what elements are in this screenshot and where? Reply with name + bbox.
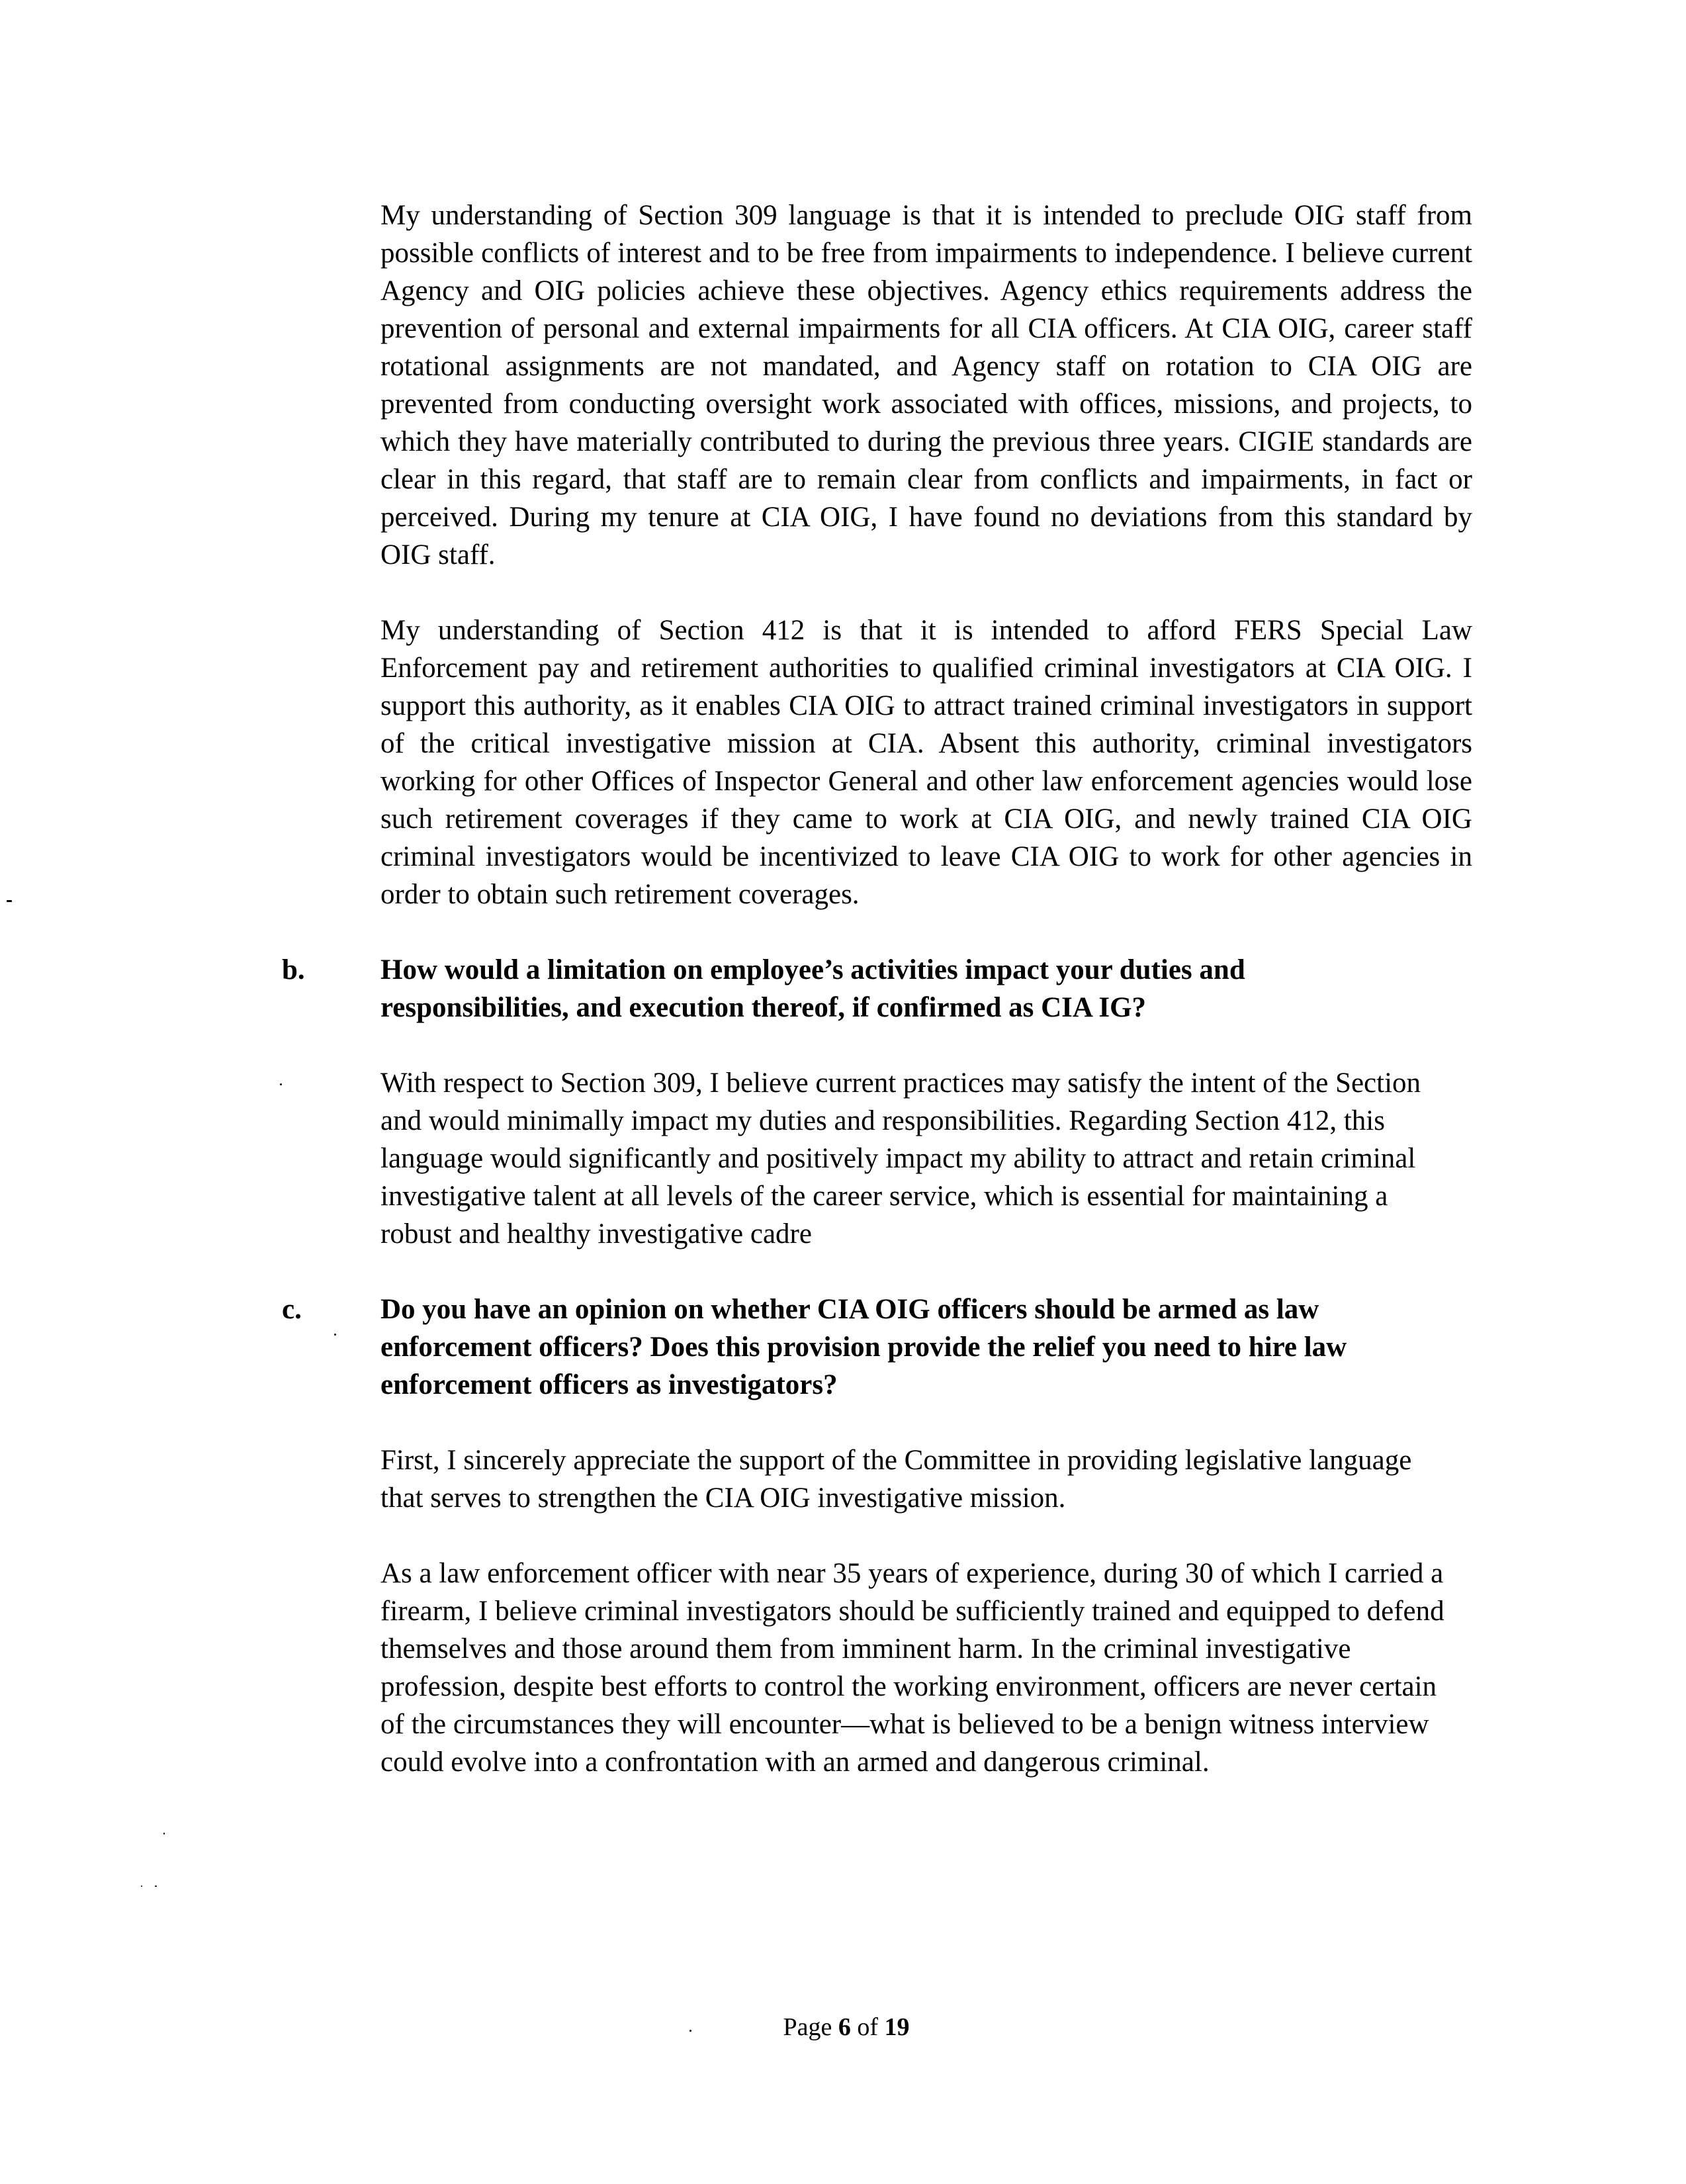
answer-c-paragraph-2: As a law enforcement officer with near 35 years of experience, during 30 of which I carried a firearm, I believe criminal investigators should be sufficiently trained and equipped to defend themselves and those around them from imminent harm. In the criminal investigative profession, despite best efforts to control the working environment, officers are never certain of the circumstances they will encounter—what is believed to be a benign witness interview could evolve into a confrontation with an armed and dangerous criminal. bbox=[380, 1558, 1444, 1778]
scan-speck bbox=[141, 1886, 142, 1887]
page-number-prefix: Page bbox=[783, 2013, 838, 2041]
question-b bbox=[282, 951, 1433, 1026]
scan-speck bbox=[334, 1334, 336, 1336]
answer-c-paragraph-1: First, I sincerely appreciate the support of the Committee in providing legislative language that serves to strengthen the CIA OIG investigative mission. bbox=[380, 1445, 1412, 1514]
question-c-text: Do you have an opinion on whether CIA OIG officers should be armed as law enforcement officers? Does this provision provide the relief you need to hire law enforcement officers as investigators? bbox=[380, 1294, 1347, 1400]
page-number-of: of bbox=[850, 2013, 885, 2041]
page-number-current: 6 bbox=[838, 2013, 851, 2041]
page-number-total: 19 bbox=[884, 2013, 910, 2041]
scan-speck bbox=[280, 1083, 282, 1085]
question-c bbox=[282, 1291, 1433, 1404]
page-footer bbox=[0, 2011, 1686, 2044]
scan-speck bbox=[155, 1886, 157, 1887]
scan-speck bbox=[163, 1833, 165, 1835]
paragraph-section-412-understanding: My understanding of Section 412 is that it is intended to afford FERS Special Law Enforcement pay and retirement authorities to qualified criminal investigators at CIA OIG. I support this authority, as it enables CIA OIG to attract trained criminal investigators in support of the critical investigative mission at CIA. Absent this authority, criminal investigators working for other Offices of Inspector General and other law enforcement agencies would lose such retirement coverages if they came to work at CIA OIG, and newly trained CIA OIG criminal investigators would be incentivized to leave CIA OIG to work for other agencies in order to obtain such retirement coverages. bbox=[380, 615, 1472, 910]
document-body bbox=[282, 197, 1472, 1819]
answer-b-paragraph: With respect to Section 309, I believe current practices may satisfy the intent of the Section and would minimally impact my duties and responsibilities. Regarding Section 412, this language would significantly and positively impact my ability to attract and retain criminal investigative talent at all levels of the career service, which is essential for maintaining a robust and healthy investigative cadre bbox=[380, 1068, 1421, 1250]
paragraph-section-309-understanding: My understanding of Section 309 language is that it is intended to preclude OIG staff from possible conflicts of interest and to be free from impairments to independence. I believe current Agency and OIG policies achieve these objectives. Agency ethics requirements address the prevention of personal and external impairments for all CIA officers. At CIA OIG, career staff rotational assignments are not mandated, and Agency staff on rotation to CIA OIG are prevented from conducting oversight work associated with offices, missions, and projects, to which they have materially contributed to during the previous three years. CIGIE standards are clear in this regard, that staff are to remain clear from conflicts and impairments, in fact or perceived. During my tenure at CIA OIG, I have found no deviations from this standard by OIG staff. bbox=[380, 200, 1472, 570]
question-c-marker: c. bbox=[282, 1294, 302, 1325]
question-b-marker: b. bbox=[282, 954, 305, 985]
scan-speck bbox=[689, 2030, 691, 2032]
question-b-text: How would a limitation on employee’s activities impact your duties and responsibilities, and execution thereof, if confirmed as CIA IG? bbox=[380, 954, 1245, 1023]
scan-speck bbox=[7, 900, 12, 902]
